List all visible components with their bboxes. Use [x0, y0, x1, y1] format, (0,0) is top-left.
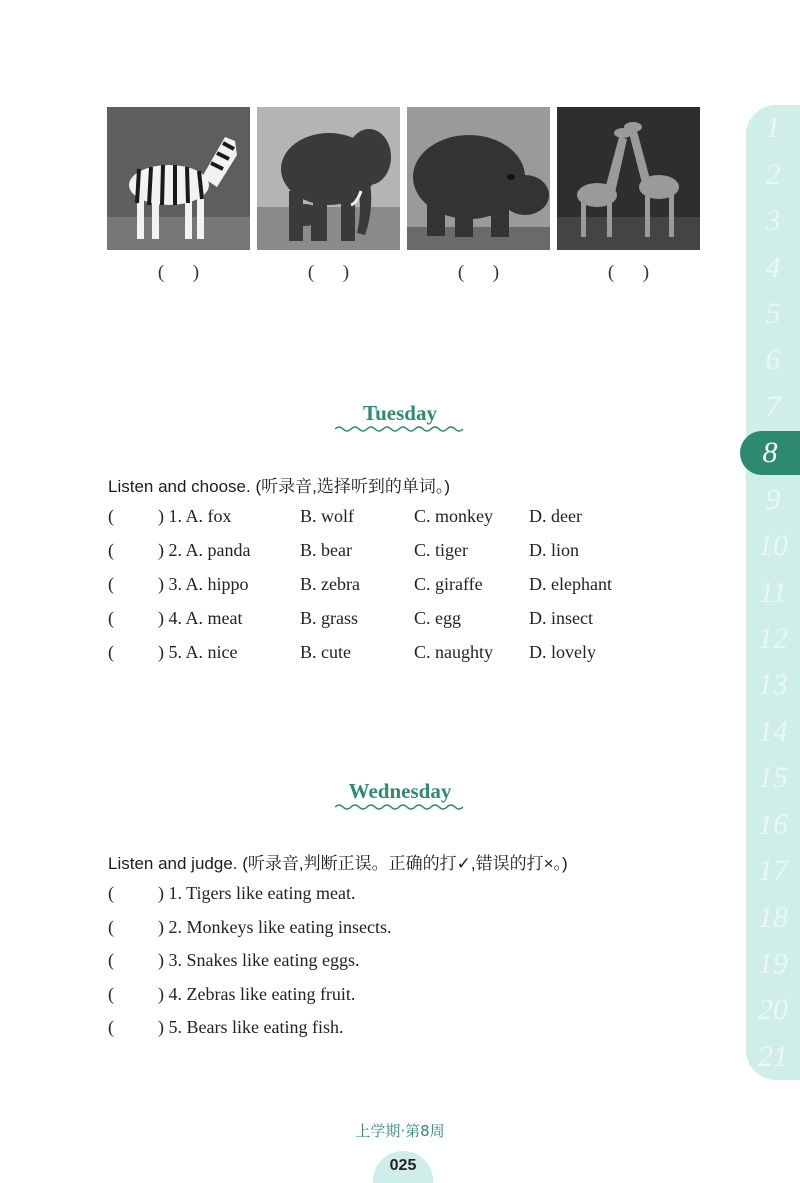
- option-d: D. lion: [529, 540, 580, 560]
- answer-blank-4[interactable]: ( ): [607, 262, 650, 283]
- statement-text: ) 5. Bears like eating fish.: [158, 1017, 344, 1037]
- answer-paren[interactable]: (: [108, 642, 114, 662]
- answer-paren[interactable]: (: [108, 984, 114, 1004]
- wavy-underline-icon: [335, 803, 465, 811]
- hippo-photo: [407, 107, 550, 250]
- answer-paren[interactable]: (: [108, 917, 114, 937]
- zebra-photo: [107, 107, 250, 250]
- option-a: ) 2. A. panda: [158, 540, 251, 560]
- week-label: 上学期·第8周: [355, 1122, 445, 1140]
- giraffe-photo: [557, 107, 700, 250]
- option-c: C. giraffe: [414, 574, 483, 594]
- option-d: D. lovely: [529, 642, 596, 662]
- statement-text: ) 1. Tigers like eating meat.: [158, 883, 356, 903]
- option-a: ) 4. A. meat: [158, 608, 243, 628]
- tab-week-9[interactable]: 9: [765, 483, 781, 516]
- answer-paren[interactable]: (: [108, 950, 114, 970]
- answer-paren[interactable]: (: [108, 506, 114, 526]
- answer-blank-2[interactable]: ( ): [307, 262, 350, 283]
- option-d: D. insect: [529, 608, 593, 628]
- answer-blank-1[interactable]: ( ): [157, 262, 200, 283]
- elephant-photo: [257, 107, 400, 250]
- option-c: C. monkey: [414, 506, 493, 526]
- wednesday-title: Wednesday: [348, 779, 452, 803]
- tab-week-7[interactable]: 7: [765, 390, 781, 423]
- answer-blank-3[interactable]: ( ): [457, 262, 500, 283]
- tab-week-19[interactable]: 19: [758, 947, 788, 980]
- option-b: B. zebra: [300, 574, 360, 594]
- option-c: C. tiger: [414, 540, 468, 560]
- tab-week-5[interactable]: 5: [765, 297, 781, 330]
- option-d: D. elephant: [529, 574, 612, 594]
- tab-week-21[interactable]: 21: [758, 1040, 788, 1073]
- tab-week-20[interactable]: 20: [758, 993, 788, 1026]
- tab-week-16[interactable]: 16: [758, 808, 788, 841]
- tab-week-14[interactable]: 14: [758, 715, 788, 748]
- wavy-underline-icon: [335, 425, 465, 433]
- statement-text: ) 2. Monkeys like eating insects.: [158, 917, 392, 937]
- answer-paren[interactable]: (: [108, 608, 114, 628]
- statement-text: ) 4. Zebras like eating fruit.: [158, 984, 356, 1004]
- tuesday-instruction: Listen and choose. (听录音,选择听到的单词。): [108, 477, 450, 496]
- tab-week-2[interactable]: 2: [765, 158, 781, 191]
- option-a: ) 5. A. nice: [158, 642, 238, 662]
- answer-paren[interactable]: (: [108, 1017, 114, 1037]
- tab-week-6[interactable]: 6: [765, 343, 781, 376]
- option-b: B. cute: [300, 642, 351, 662]
- option-b: B. grass: [300, 608, 358, 628]
- wednesday-instruction: Listen and judge. (听录音,判断正误。正确的打✓,错误的打×。): [108, 854, 568, 873]
- page-number: 025: [373, 1151, 433, 1183]
- answer-paren[interactable]: (: [108, 574, 114, 594]
- option-b: B. wolf: [300, 506, 354, 526]
- week-tab-strip: [740, 105, 800, 1080]
- tuesday-heading: [0, 401, 800, 433]
- photo-answer-blanks: [107, 262, 701, 286]
- option-c: C. egg: [414, 608, 461, 628]
- animal-photos: [107, 107, 701, 250]
- tab-week-3[interactable]: 3: [765, 204, 781, 237]
- option-c: C. naughty: [414, 642, 493, 662]
- tab-week-15[interactable]: 15: [758, 761, 788, 794]
- option-d: D. deer: [529, 506, 582, 526]
- tab-week-10[interactable]: 10: [758, 529, 788, 562]
- tab-week-4[interactable]: 4: [765, 251, 781, 284]
- option-a: ) 3. A. hippo: [158, 574, 249, 594]
- tuesday-title: Tuesday: [363, 401, 437, 425]
- tab-week-1[interactable]: 1: [765, 111, 781, 144]
- option-a: ) 1. A. fox: [158, 506, 232, 526]
- option-b: B. bear: [300, 540, 352, 560]
- tab-week-11[interactable]: 11: [759, 576, 787, 609]
- answer-paren[interactable]: (: [108, 883, 114, 903]
- tab-week-13[interactable]: 13: [758, 668, 788, 701]
- tab-week-12[interactable]: 12: [758, 622, 788, 655]
- answer-paren[interactable]: (: [108, 540, 114, 560]
- statement-text: ) 3. Snakes like eating eggs.: [158, 950, 360, 970]
- tab-week-18[interactable]: 18: [758, 901, 788, 934]
- tab-week-17[interactable]: 17: [758, 854, 788, 887]
- wednesday-heading: [0, 779, 800, 811]
- tab-week-8[interactable]: 8: [740, 431, 800, 475]
